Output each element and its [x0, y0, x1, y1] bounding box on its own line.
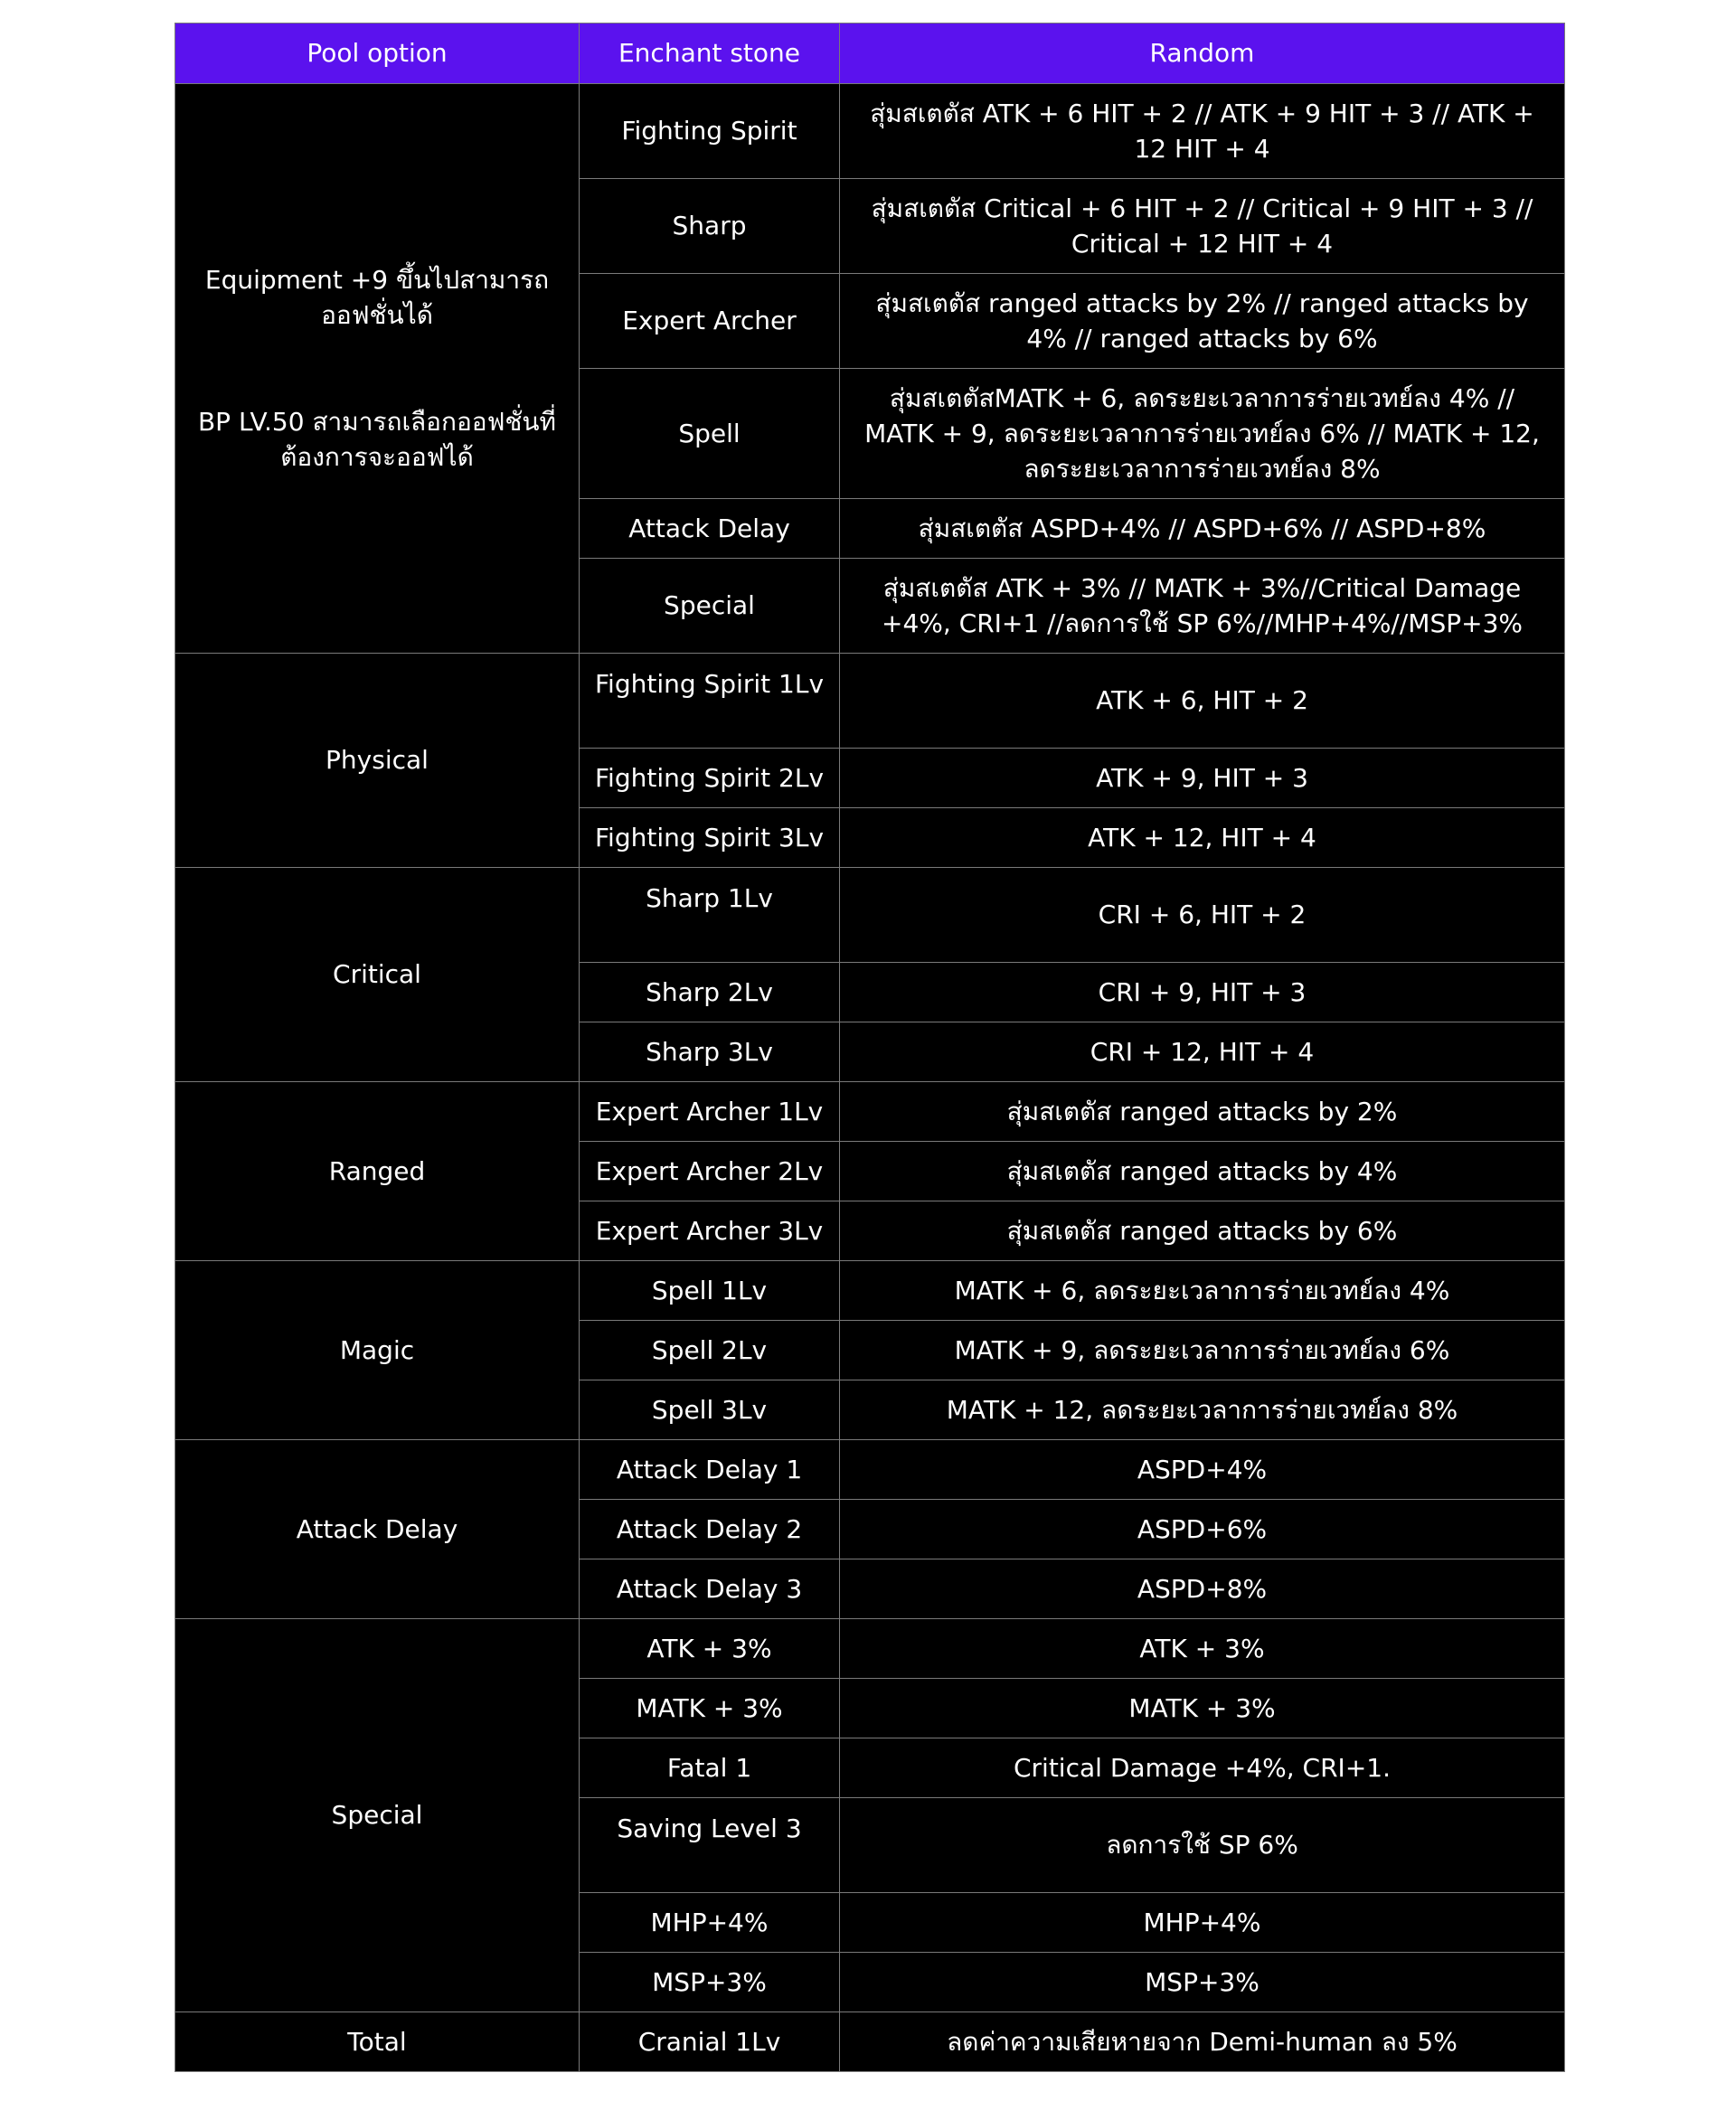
table-row [175, 1082, 1565, 1142]
stone-cell: Fatal 1 [580, 1738, 840, 1798]
stone-cell: Spell [580, 369, 840, 499]
random-cell: สุ่มสเตตัส ranged attacks by 2% [840, 1082, 1565, 1142]
stone-cell: Attack Delay 2 [580, 1500, 840, 1559]
stone-cell: ATK + 3% [580, 1619, 840, 1679]
random-cell: ATK + 9, HIT + 3 [840, 749, 1565, 808]
stone-cell: Expert Archer [580, 274, 840, 369]
random-cell: MSP+3% [840, 1953, 1565, 2012]
stone-cell: MATK + 3% [580, 1679, 840, 1738]
random-cell: CRI + 12, HIT + 4 [840, 1022, 1565, 1082]
stone-cell: MSP+3% [580, 1953, 840, 2012]
stone-cell: Expert Archer 3Lv [580, 1201, 840, 1261]
pool-critical: Critical [175, 868, 580, 1082]
pool-ranged: Ranged [175, 1082, 580, 1261]
stone-cell: Fighting Spirit [580, 84, 840, 179]
table-row [175, 84, 1565, 179]
random-cell: ATK + 6, HIT + 2 [840, 654, 1565, 749]
table-row [175, 868, 1565, 963]
table-row [175, 1440, 1565, 1500]
stone-cell: Special [580, 559, 840, 654]
stone-cell: Fighting Spirit 2Lv [580, 749, 840, 808]
stone-cell: Sharp [580, 179, 840, 274]
random-cell: ATK + 3% [840, 1619, 1565, 1679]
pool-magic: Magic [175, 1261, 580, 1440]
random-cell: MATK + 12, ลดระยะเวลาการร่ายเวทย์ลง 8% [840, 1380, 1565, 1440]
random-cell: CRI + 9, HIT + 3 [840, 963, 1565, 1022]
pool-equipment-line1: Equipment +9 ขึ้นไปสามารถออฟชั่นได้ [204, 265, 550, 331]
pool-attack-delay: Attack Delay [175, 1440, 580, 1619]
header-random: Random [840, 24, 1565, 84]
random-cell: MHP+4% [840, 1893, 1565, 1953]
random-cell: สุ่มสเตตัส ATK + 3% // MATK + 3%//Critical Damage +4%, CRI+1 //ลดการใช้ SP 6%//MHP+4%//MSP+3% [840, 559, 1565, 654]
stone-cell: Expert Archer 2Lv [580, 1142, 840, 1201]
pool-total: Total [175, 2012, 580, 2072]
stone-cell: Sharp 2Lv [580, 963, 840, 1022]
stone-cell: Attack Delay 1 [580, 1440, 840, 1500]
stone-cell: Saving Level 3 [580, 1798, 840, 1893]
stone-cell: Fighting Spirit 3Lv [580, 808, 840, 868]
stone-cell: Spell 3Lv [580, 1380, 840, 1440]
stone-cell: Expert Archer 1Lv [580, 1082, 840, 1142]
enchant-option-table [175, 23, 1565, 2072]
random-cell: สุ่มสเตตัส ranged attacks by 2% // ranged attacks by 4% // ranged attacks by 6% [840, 274, 1565, 369]
random-cell: สุ่มสเตตัส Critical + 6 HIT + 2 // Critical + 9 HIT + 3 // Critical + 12 HIT + 4 [840, 179, 1565, 274]
header-pool-option: Pool option [175, 24, 580, 84]
header-row [175, 24, 1565, 84]
table-row [175, 654, 1565, 749]
random-cell: ASPD+4% [840, 1440, 1565, 1500]
random-cell: Critical Damage +4%, CRI+1. [840, 1738, 1565, 1798]
random-cell: MATK + 6, ลดระยะเวลาการร่ายเวทย์ลง 4% [840, 1261, 1565, 1321]
random-cell: สุ่มสเตตัส ranged attacks by 6% [840, 1201, 1565, 1261]
table-row [175, 1619, 1565, 1679]
stone-cell: Fighting Spirit 1Lv [580, 654, 840, 749]
stone-cell: Sharp 1Lv [580, 868, 840, 963]
pool-equipment-line2: BP LV.50 สามารถเลือกออฟชั่นที่ต้องการจะออฟได้ [197, 406, 557, 472]
pool-equipment [175, 84, 580, 654]
table-row [175, 1261, 1565, 1321]
random-cell: สุ่มสเตตัส ASPD+4% // ASPD+6% // ASPD+8% [840, 499, 1565, 559]
random-cell: สุ่มสเตตัส ATK + 6 HIT + 2 // ATK + 9 HIT + 3 // ATK + 12 HIT + 4 [840, 84, 1565, 179]
pool-special: Special [175, 1619, 580, 2012]
random-cell: สุ่มสเตตัส ranged attacks by 4% [840, 1142, 1565, 1201]
random-cell: ลดการใช้ SP 6% [840, 1798, 1565, 1893]
stone-cell: Spell 2Lv [580, 1321, 840, 1380]
pool-physical: Physical [175, 654, 580, 868]
header-enchant-stone: Enchant stone [580, 24, 840, 84]
stone-cell: Sharp 3Lv [580, 1022, 840, 1082]
random-cell: ลดค่าความเสียหายจาก Demi-human ลง 5% [840, 2012, 1565, 2072]
random-cell: MATK + 3% [840, 1679, 1565, 1738]
random-cell: ASPD+6% [840, 1500, 1565, 1559]
random-cell: CRI + 6, HIT + 2 [840, 868, 1565, 963]
random-cell: ASPD+8% [840, 1559, 1565, 1619]
stone-cell: Cranial 1Lv [580, 2012, 840, 2072]
random-cell: MATK + 9, ลดระยะเวลาการร่ายเวทย์ลง 6% [840, 1321, 1565, 1380]
stone-cell: Attack Delay [580, 499, 840, 559]
random-cell: สุ่มสเตตัสMATK + 6, ลดระยะเวลาการร่ายเวทย์ลง 4% // MATK + 9, ลดระยะเวลาการร่ายเวทย์ลง 6% // MATK + 12, ลดระยะเวลาการร่ายเวทย์ลง 8% [840, 369, 1565, 499]
stone-cell: Attack Delay 3 [580, 1559, 840, 1619]
random-cell: ATK + 12, HIT + 4 [840, 808, 1565, 868]
stone-cell: MHP+4% [580, 1893, 840, 1953]
table-row-total [175, 2012, 1565, 2072]
stone-cell: Spell 1Lv [580, 1261, 840, 1321]
